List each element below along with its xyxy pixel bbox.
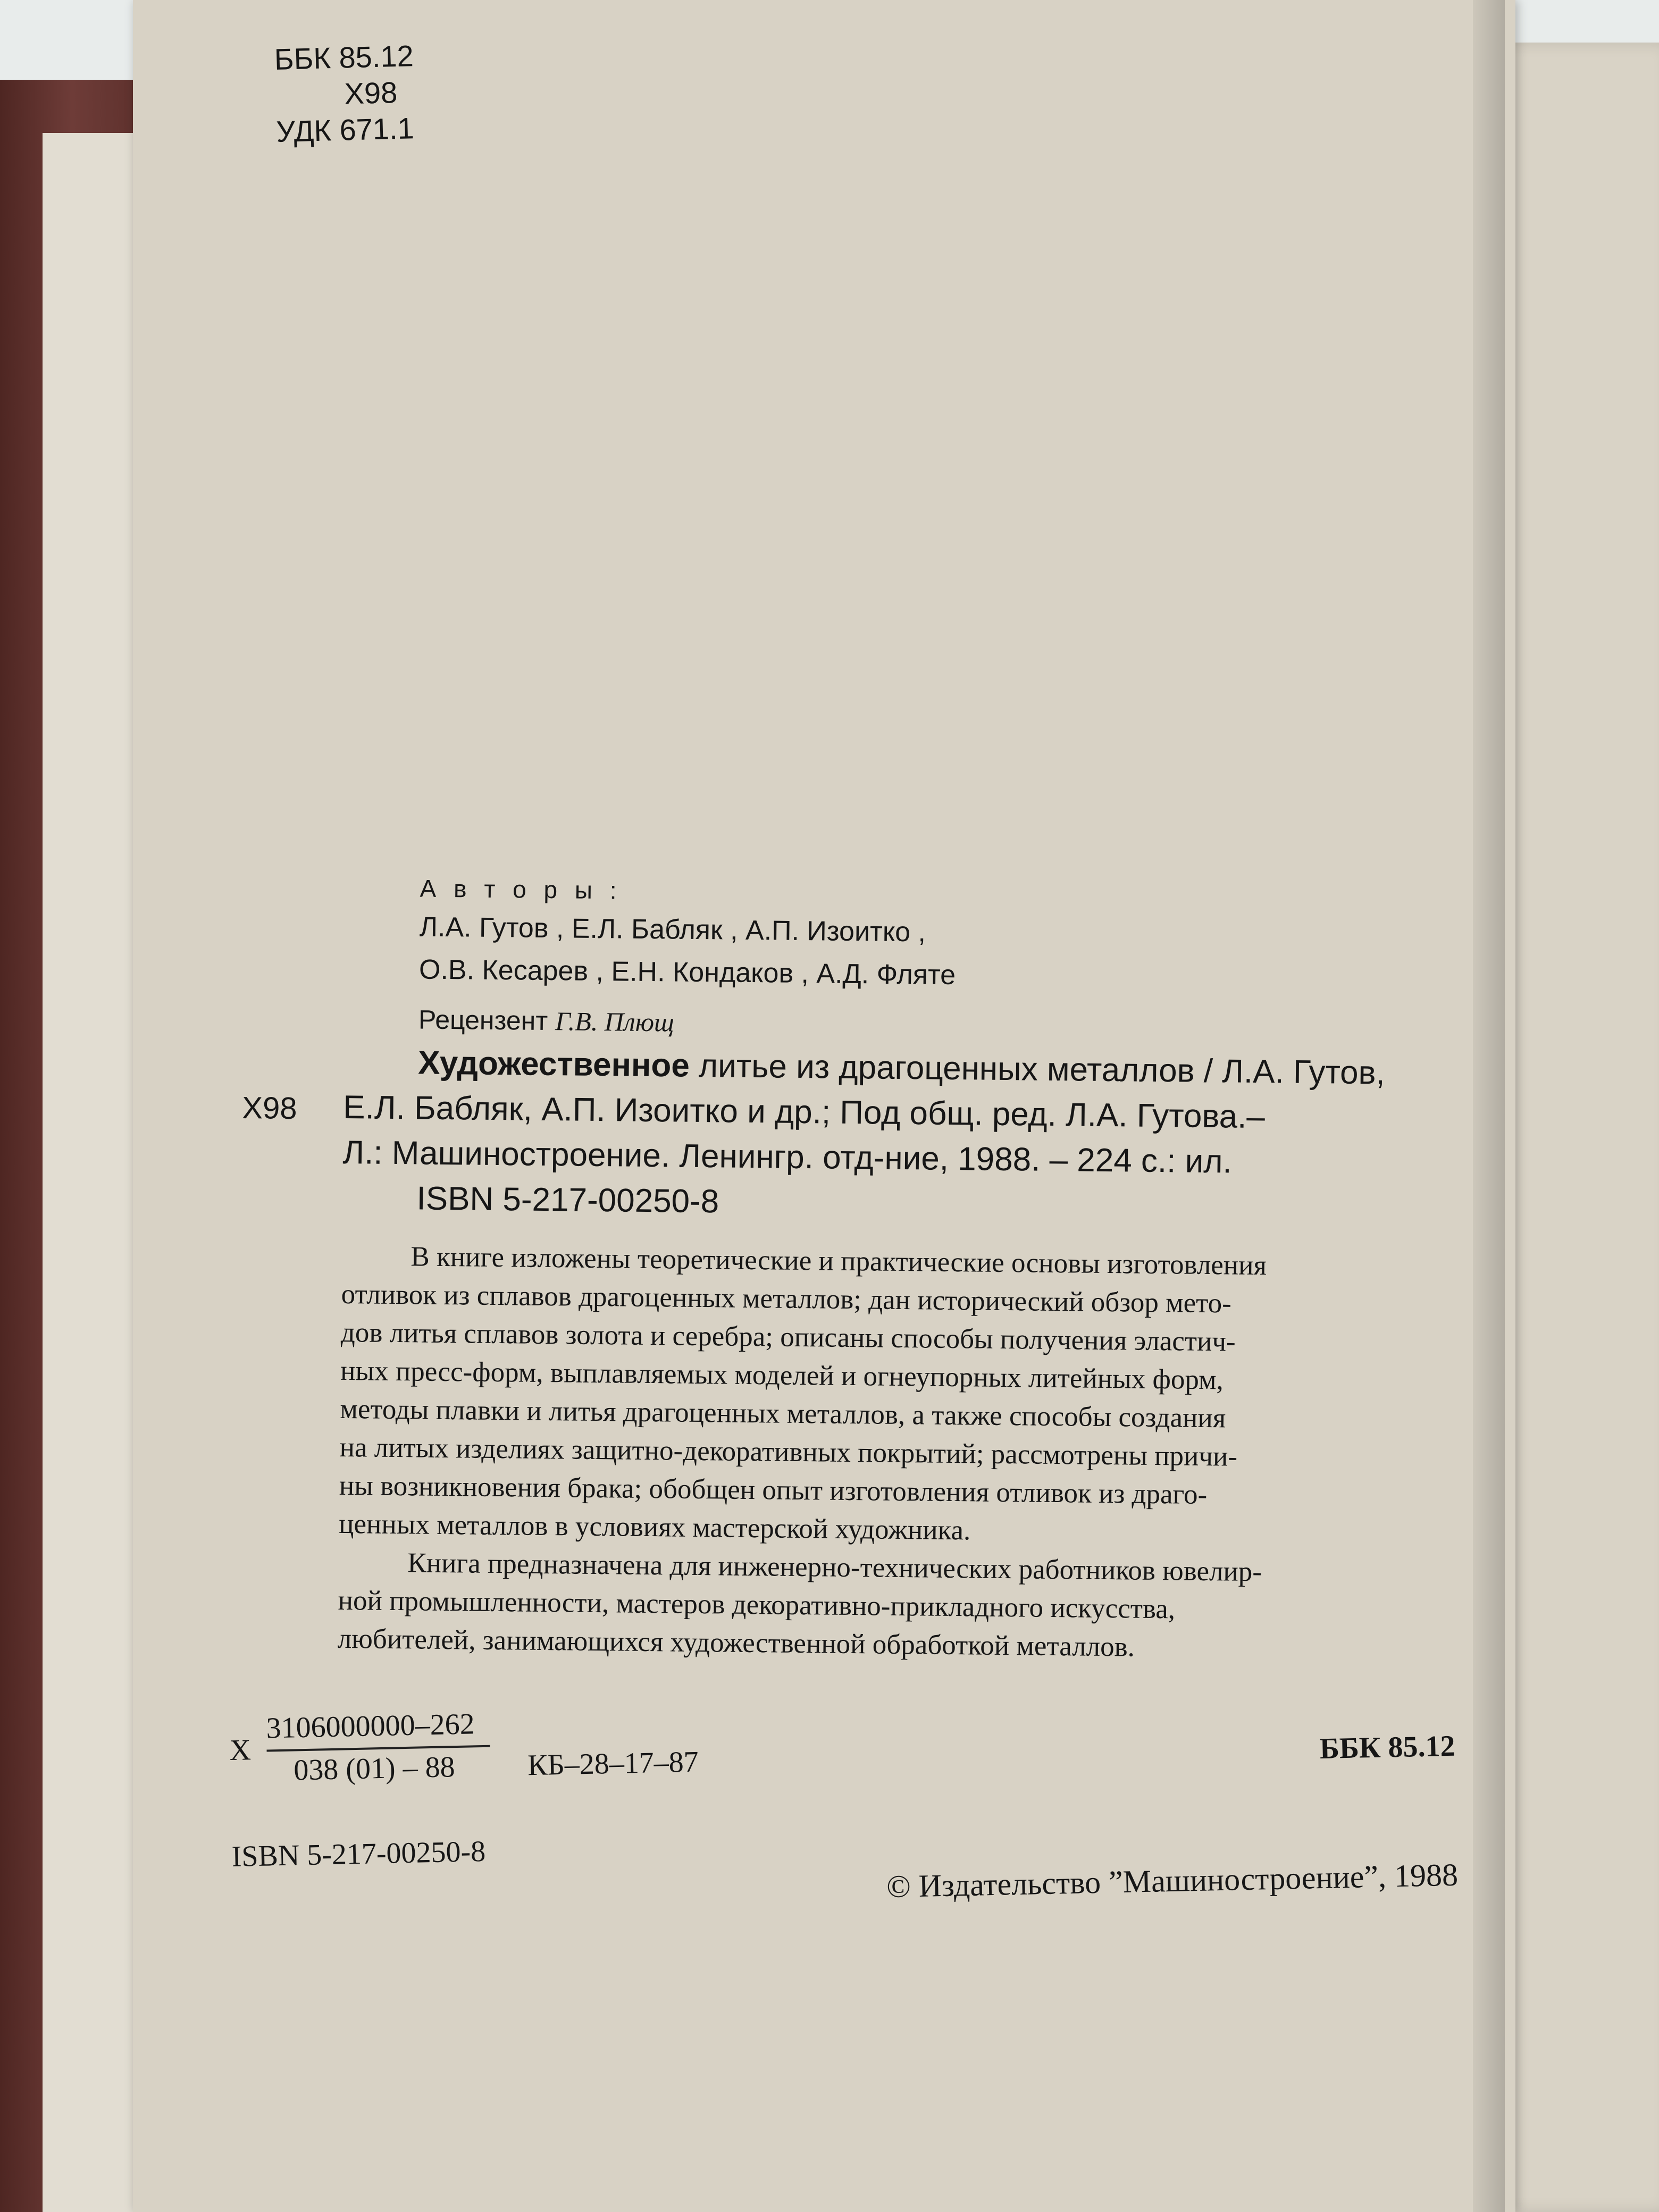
kb-number: КБ–28–17–87 [527, 1745, 699, 1782]
fraction-rule [266, 1745, 490, 1752]
copyright-line: © Издательство ”Машиностроение”, 1988 [886, 1857, 1459, 1905]
abstract-line: ных пресс-форм, выплавляемых моделей и огнеупорных литейных форм, [340, 1355, 1224, 1396]
reviewer-line [418, 1004, 674, 1037]
index-letter: Х [229, 1733, 252, 1767]
classification-block [274, 38, 416, 150]
reference-code: Х98 [242, 1090, 297, 1126]
page-edge-shadow [1473, 0, 1505, 2212]
abstract-line: методы плавки и литья драгоценных металлов, а также способы создания [340, 1393, 1226, 1434]
book-title-bold: Художественное [417, 1044, 690, 1084]
index-numerator: 3106000000–262 [266, 1707, 475, 1745]
abstract-line: дов литья сплавов золота и серебра; описаны способы получения эластич- [340, 1317, 1236, 1358]
abstract-line: ной промышленности, мастеров декоративно-прикладного искусства, [338, 1585, 1176, 1625]
reference-line-2: Е.Л. Бабляк, А.П. Изоитко и др.; Под общ. ред. Л.А. Гутова.– [343, 1088, 1266, 1136]
footer-bbk: ББК 85.12 [1319, 1729, 1456, 1766]
imprint-footer [229, 1687, 1459, 1905]
reviewer-name: Г.В. Плющ [555, 1006, 675, 1037]
authors-line-1: Л.А. Гутов , Е.Л. Бабляк , А.П. Изоитко , [419, 911, 926, 948]
abstract-line: на литых изделиях защитно-декоративных покрытий; рассмотрены причи- [339, 1431, 1238, 1472]
footer-isbn: ISBN 5-217-00250-8 [231, 1834, 486, 1873]
authors-line-2: О.В. Кесарев , Е.Н. Кондаков , А.Д. Фляте [418, 954, 956, 991]
reference-line-3: Л.: Машиностроение. Ленингр. отд-ние, 1988. – 224 с.: ил. [342, 1134, 1233, 1180]
reference-line-1-rest: литье из драгоценных металлов / Л.А. Гутов, [689, 1047, 1386, 1092]
abstract-line: ценных металлов в условиях мастерской художника. [338, 1508, 971, 1546]
abstract-line: ны возникновения брака; обобщен опыт изготовления отливок из драго- [339, 1470, 1208, 1511]
reference-isbn: ISBN 5-217-00250-8 [416, 1180, 719, 1220]
abstract-line: Книга предназначена для инженерно-технических работников ювелир- [407, 1547, 1262, 1588]
abstract-line: В книге изложены теоретические и практические основы изготовления [410, 1241, 1267, 1281]
bbk-index: ББК 85.12 [274, 39, 414, 76]
udk-index: УДК 671.1 [275, 111, 415, 148]
title-verso-page [133, 0, 1515, 2212]
index-denominator: 038 (01) – 88 [293, 1750, 456, 1787]
abstract-line: отливок из сплавов драгоценных металлов; дан исторический обзор мето- [341, 1278, 1232, 1319]
bibliographic-block [242, 872, 1441, 1663]
reference-line-1 [418, 1044, 1385, 1092]
abstract-line: любителей, занимающихся художественной обработкой металлов. [337, 1623, 1135, 1663]
authors-label: А в т о р ы : [420, 874, 622, 904]
author-mark: Х98 [343, 75, 398, 111]
reviewer-label: Рецензент [418, 1004, 548, 1036]
